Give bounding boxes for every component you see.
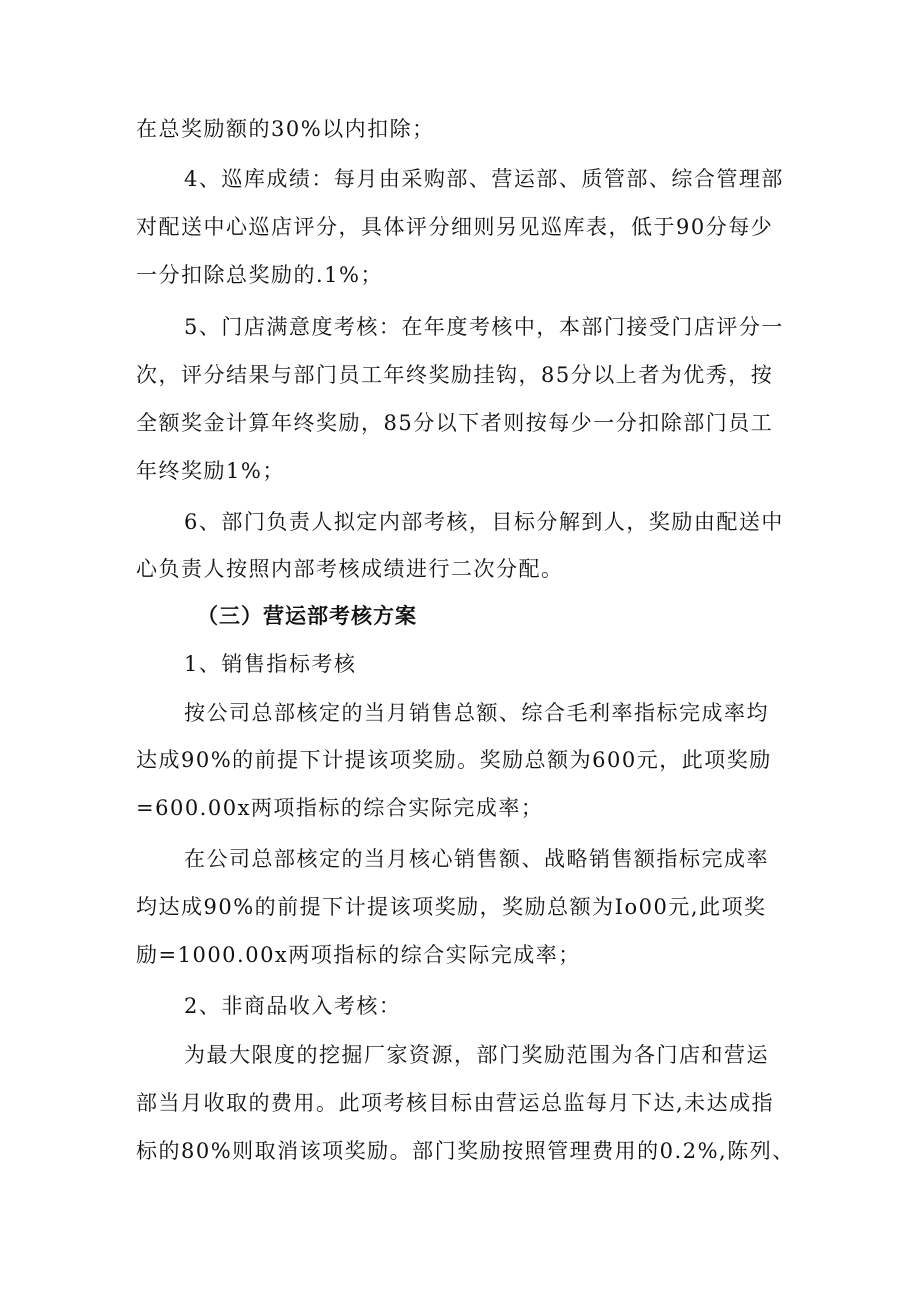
text-line: 均达成90%的前提下计提该项奖励，奖励总额为Io00元,此项奖	[136, 895, 767, 919]
text-line: 在总奖励额的30%以内扣除；	[136, 117, 435, 141]
text-line: 全额奖金计算年终奖励，85分以下者则按每少一分扣除部门员工	[136, 411, 774, 435]
text-line: 部当月收取的费用。此项考核目标由营运总监每月下达,未达成指	[136, 1091, 775, 1115]
text-line: 对配送中心巡店评分，具体评分细则另见巡库表，低于90分每少	[136, 215, 774, 239]
text-line: 达成90%的前提下计提该项奖励。奖励总额为600元，此项奖励	[136, 748, 772, 772]
text-line: =600.00x两项指标的综合实际完成率；	[136, 796, 544, 820]
text-line: 次，评分结果与部门员工年终奖励挂钩，85分以上者为优秀，按	[136, 363, 774, 387]
text-line: 标的80%则取消该项奖励。部门奖励按照管理费用的0.2%,陈列、	[136, 1139, 795, 1163]
text-line: 按公司总部核定的当月销售总额、综合毛利率指标完成率均	[184, 701, 769, 725]
text-line: 5、门店满意度考核：在年度考核中，本部门接受门店评分一	[184, 315, 784, 339]
text-line: 6、部门负责人拟定内部考核，目标分解到人，奖励由配送中	[184, 510, 784, 534]
text-line: 4、巡库成绩：每月由采购部、营运部、质管部、综合管理部	[184, 167, 784, 191]
text-line: 1、销售指标考核	[184, 652, 357, 676]
text-line: 一分扣除总奖励的.1%；	[136, 263, 383, 287]
text-line: 为最大限度的挖掘厂家资源，部门奖励范围为各门店和营运	[184, 1043, 769, 1067]
text-line: 2、非商品收入考核：	[184, 994, 402, 1018]
text-line: 在公司总部核定的当月核心销售额、战略销售额指标完成率	[184, 847, 769, 871]
text-line: 年终奖励1%；	[136, 459, 285, 483]
section-heading: （三）营运部考核方案	[197, 604, 417, 628]
text-line: 心负责人按照内部考核成绩进行二次分配。	[136, 557, 564, 581]
text-line: 励=1000.00x两项指标的综合实际完成率；	[136, 943, 581, 967]
